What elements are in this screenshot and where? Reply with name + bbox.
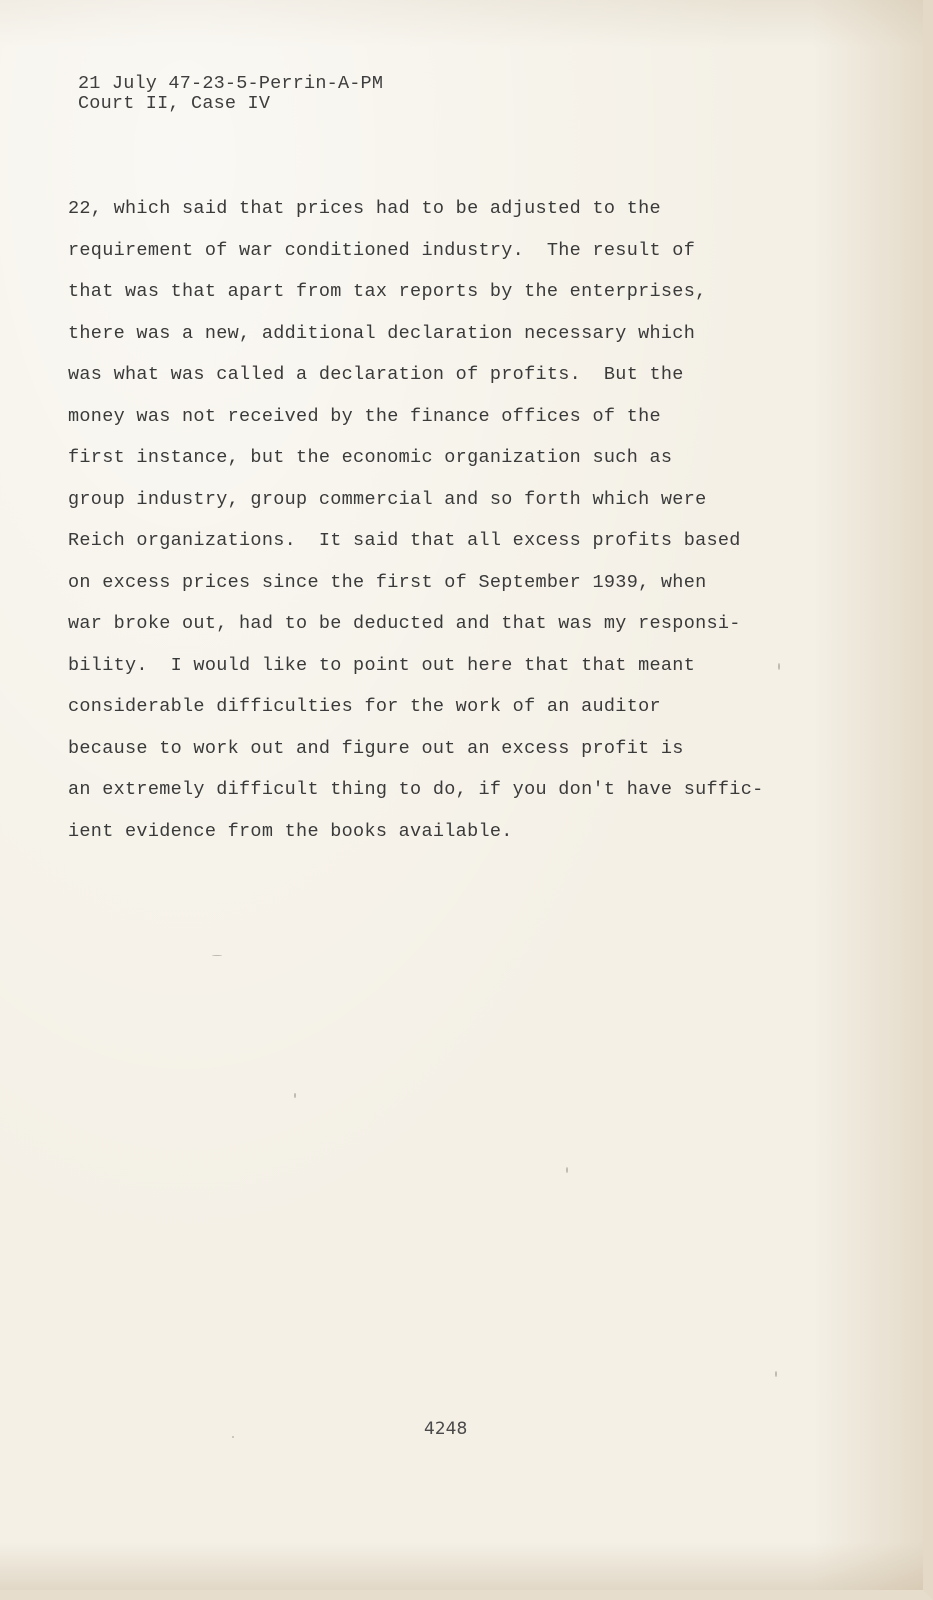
text-line-12: bility. I would like to point out here that that meant [68,654,696,676]
paper-speck [232,1436,234,1438]
text-line-13: considerable difficulties for the work of an auditor [68,696,661,717]
text-line-10: on excess prices since the first of September 1939, when [68,571,707,593]
text-line-11: war broke out, had to be deducted and that was my responsi- [68,613,741,634]
text-line-16: ient evidence from the books available. [68,820,513,842]
text-line-5: was what was called a declaration of profits. But the [68,364,684,385]
paper-speck [775,1371,777,1377]
paper-speck [566,1167,568,1173]
text-line-4: there was a new, additional declaration necessary which [68,322,696,344]
paper-speck [294,1093,296,1098]
text-line-8: group industry, group commercial and so forth which were [68,488,707,510]
text-line-7: first instance, but the economic organization such as [68,447,673,468]
text-line-3: that was that apart from tax reports by the enterprises, [68,281,707,302]
text-line-6: money was not received by the finance offices of the [68,405,661,427]
paper-speck [778,663,780,670]
text-line-1: 22, which said that prices had to be adjusted to the [68,198,661,219]
text-line-15: an extremely difficult thing to do, if you don't have suffic- [68,779,764,800]
text-line-2: requirement of war conditioned industry. The result of [68,239,696,261]
header-date-line: 21 July 47-23-5-Perrin-A-PM [78,73,384,94]
document-header [78,74,383,114]
text-line-9: Reich organizations. It said that all excess profits based [68,530,741,551]
text-line-14: because to work out and figure out an excess profit is [68,737,684,759]
paper-speck [212,955,222,956]
page-number: 4248 [424,1419,468,1439]
header-court-line: Court II, Case IV [78,93,271,114]
testimony-text [68,188,828,852]
